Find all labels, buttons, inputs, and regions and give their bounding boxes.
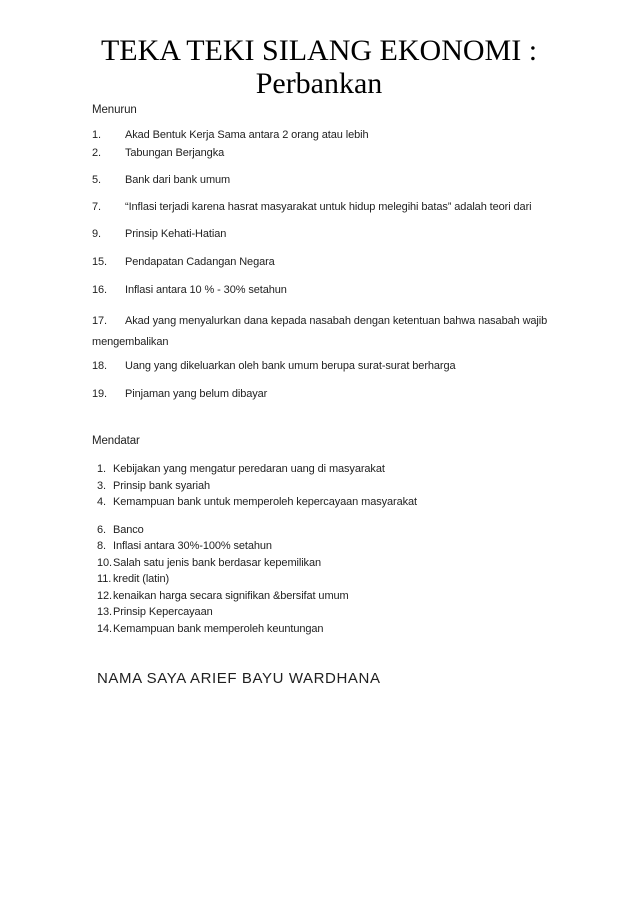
item-text: Banco (113, 523, 144, 536)
list-item (97, 588, 597, 605)
item-number: 9. (92, 228, 101, 240)
list-item (92, 387, 597, 401)
item-number: 15. (92, 256, 107, 268)
list-item (97, 621, 597, 638)
item-text: Kebijakan yang mengatur peredaran uang di masyarakat (113, 463, 385, 475)
list-item (97, 538, 597, 555)
list-item (92, 311, 597, 353)
page-title (0, 0, 638, 100)
list-item (97, 555, 597, 572)
list-item (97, 478, 597, 495)
item-text: Bank dari bank umum (125, 174, 231, 186)
item-text: Pinjaman yang belum dibayar (125, 388, 268, 400)
list-item (92, 128, 597, 142)
item-number: 1. (97, 463, 106, 475)
item-text: Uang yang dikeluarkan oleh bank umum berupa surat-surat berharga (125, 360, 456, 372)
item-text: Prinsip Kehati-Hatian (125, 228, 227, 240)
item-number: 12. (97, 589, 112, 602)
item-number: 1. (92, 129, 101, 141)
item-text: Inflasi antara 30%-100% setahun (113, 540, 272, 552)
item-text: Prinsip bank syariah (113, 479, 211, 492)
list-item (92, 255, 597, 269)
list-item (92, 173, 597, 187)
list-item (97, 494, 597, 511)
list-item (97, 571, 597, 588)
list-item (92, 146, 597, 160)
item-text: Akad Bentuk Kerja Sama antara 2 orang atau lebih (125, 129, 369, 141)
list-item (97, 461, 597, 478)
item-text: “Inflasi terjadi karena hasrat masyarakat untuk hidup melegihi batas” adalah teori dari (125, 201, 532, 213)
list-item (97, 604, 597, 621)
list-item (97, 522, 597, 539)
item-text: Akad yang menyalurkan dana kepada nasabah dengan ketentuan bahwa nasabah wajib mengembalikan (92, 315, 548, 348)
item-text: Pendapatan Cadangan Negara (125, 256, 275, 268)
item-number: 6. (97, 523, 106, 536)
item-number: 3. (97, 479, 106, 492)
item-number: 11. (97, 573, 112, 585)
item-number: 5. (92, 174, 101, 186)
mendatar-list (97, 461, 597, 637)
item-number: 4. (97, 496, 106, 508)
menurun-heading: Menurun (92, 104, 137, 116)
item-number: 16. (92, 284, 107, 296)
item-number: 17. (92, 315, 107, 327)
item-text: Kemampuan bank untuk memperoleh kepercayaan masyarakat (113, 496, 417, 508)
item-number: 2. (92, 147, 101, 159)
author-name-line: NAMA SAYA ARIEF BAYU WARDHANA (97, 670, 381, 687)
item-number: 13. (97, 606, 112, 618)
item-text: kenaikan harga secara signifikan &bersifat umum (113, 589, 349, 602)
item-number: 10. (97, 556, 112, 569)
page-title-line1: TEKA TEKI SILANG EKONOMI : (100, 34, 538, 67)
mendatar-heading: Mendatar (92, 435, 140, 447)
item-number: 7. (92, 201, 101, 213)
menurun-list (92, 128, 597, 401)
list-item (92, 359, 597, 373)
item-text: kredit (latin) (113, 573, 170, 585)
item-text: Inflasi antara 10 % - 30% setahun (125, 284, 287, 296)
item-text: Salah satu jenis bank berdasar kepemilikan (113, 556, 321, 569)
list-item (92, 283, 597, 297)
item-text: Prinsip Kepercayaan (113, 606, 213, 618)
list-item (92, 227, 597, 241)
list-item (92, 200, 597, 214)
page-title-line2: Perbankan (255, 67, 383, 100)
item-number: 8. (97, 540, 106, 552)
item-text: Tabungan Berjangka (125, 147, 225, 159)
item-number: 18. (92, 360, 107, 372)
item-number: 14. (97, 622, 112, 635)
item-text: Kemampuan bank memperoleh keuntungan (113, 622, 324, 635)
item-number: 19. (92, 388, 107, 400)
